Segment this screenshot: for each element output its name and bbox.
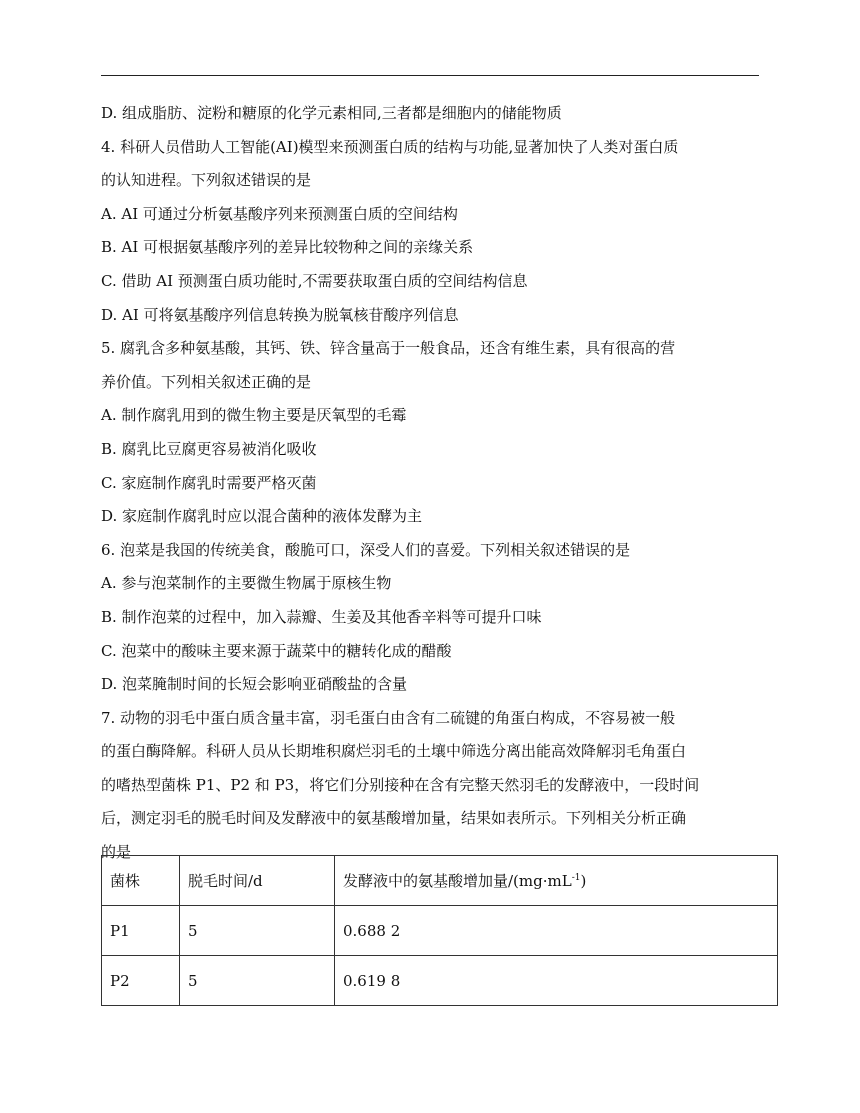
cell-time: 5 [180,956,335,1006]
question-text [101,97,761,870]
question-5-option-c: C. 家庭制作腐乳时需要严格灭菌 [101,473,317,492]
question-6-option-a: A. 参与泡菜制作的主要微生物属于原核生物 [101,574,392,593]
header-amino-close: ) [580,872,587,890]
question-5-stem-cont: 养价值。下列相关叙述正确的是 [101,372,312,391]
question-6-stem: 6. 泡菜是我国的传统美食，酸脆可口，深受人们的喜爱。下列相关叙述错误的是 [101,540,631,559]
question-7-stem-cont: 后，测定羽毛的脱毛时间及发酵液中的氨基酸增加量，结果如表所示。下列相关分析正确 [101,809,687,828]
header-strain: 菌株 [102,856,180,906]
question-4-option-b: B. AI 可根据氨基酸序列的差异比较物种之间的亲缘关系 [101,238,474,257]
cell-strain: P2 [102,956,180,1006]
results-table [101,855,778,1006]
cell-amino: 0.619 8 [335,956,778,1006]
cell-strain: P1 [102,906,180,956]
header-time: 脱毛时间/d [180,856,335,906]
question-4-option-a: A. AI 可通过分析氨基酸序列来预测蛋白质的空间结构 [101,204,458,223]
option-line: D. 组成脂肪、淀粉和糖原的化学元素相同,三者都是细胞内的储能物质 [101,104,562,122]
question-4-option-d: D. AI 可将氨基酸序列信息转换为脱氧核苷酸序列信息 [101,305,459,324]
question-7-stem-cont: 的蛋白酶降解。科研人员从长期堆积腐烂羽毛的土壤中筛选分离出能高效降解羽毛角蛋白 [101,742,687,761]
question-5-option-a: A. 制作腐乳用到的微生物主要是厌氧型的毛霉 [101,406,407,425]
cell-time: 5 [180,906,335,956]
table-row [102,906,778,956]
question-7-stem-cont: 的嗜热型菌株 P1、P2 和 P3，将它们分别接种在含有完整天然羽毛的发酵液中，一段时间 [101,775,700,794]
header-amino-sup: -1 [571,873,581,883]
question-5-option-d: D. 家庭制作腐乳时应以混合菌种的液体发酵为主 [101,507,423,526]
question-4-stem-cont: 的认知进程。下列叙述错误的是 [101,171,312,190]
question-5-option-b: B. 腐乳比豆腐更容易被消化吸收 [101,439,317,458]
question-4-stem: 4. 科研人员借助人工智能(AI)模型来预测蛋白质的结构与功能,显著加快了人类对蛋白质 [101,137,679,156]
header-amino-text: 发酵液中的氨基酸增加量/(mg·mL [343,872,572,890]
question-6-option-c: C. 泡菜中的酸味主要来源于蔬菜中的糖转化成的醋酸 [101,641,452,660]
header-amino [335,856,778,906]
question-6-option-d: D. 泡菜腌制时间的长短会影响亚硝酸盐的含量 [101,675,408,694]
table-header-row [102,856,778,906]
table-row [102,956,778,1006]
question-7-stem-cont: 的是 [101,843,132,862]
question-6-option-b: B. 制作泡菜的过程中，加入蒜瓣、生姜及其他香辛料等可提升口味 [101,607,542,626]
header-rule [101,75,759,76]
question-7-stem: 7. 动物的羽毛中蛋白质含量丰富，羽毛蛋白由含有二硫键的角蛋白构成，不容易被一般 [101,708,676,727]
cell-amino: 0.688 2 [335,906,778,956]
question-4-option-c: C. 借助 AI 预测蛋白质功能时,不需要获取蛋白质的空间结构信息 [101,271,528,290]
question-5-stem: 5. 腐乳含多种氨基酸，其钙、铁、锌含量高于一般食品，还含有维生素，具有很高的营 [101,339,676,358]
